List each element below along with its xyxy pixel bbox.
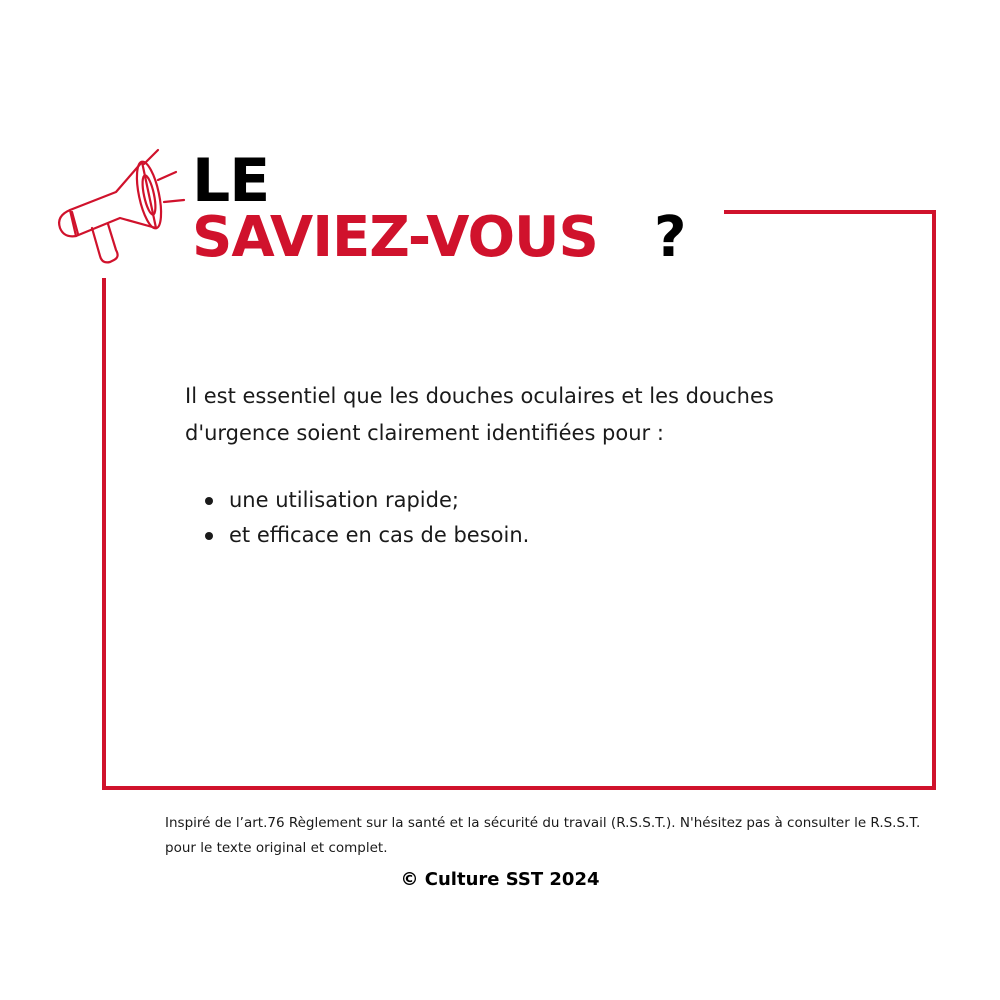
- frame-top-border: [724, 210, 936, 214]
- list-item: [205, 483, 529, 518]
- copyright-text: © Culture SST 2024: [400, 869, 600, 890]
- title-line-2: SAVIEZ-VOUS: [192, 205, 598, 270]
- list-item: [205, 518, 529, 553]
- megaphone-icon: [48, 140, 198, 270]
- title-question-mark: ?: [654, 205, 687, 270]
- source-note: Inspiré de l’art.76 Règlement sur la santé et la sécurité du travail (R.S.S.T.). N'hésitez pas à consulter le R.S.S.T. pour le texte original et complet.: [165, 815, 921, 856]
- bullet-icon: [205, 532, 213, 540]
- frame-bottom-border: [102, 786, 936, 790]
- list-item-text: et efficace en cas de besoin.: [229, 523, 530, 547]
- frame-right-border: [932, 210, 936, 790]
- bullet-icon: [205, 497, 213, 505]
- title-line-1: LE: [192, 146, 270, 216]
- intro-paragraph: Il est essentiel que les douches oculaires et les douches d'urgence soient clairement identifiées pour :: [185, 384, 774, 445]
- bullet-list: [205, 483, 529, 553]
- frame-left-border: [102, 278, 106, 790]
- list-item-text: une utilisation rapide;: [229, 488, 459, 512]
